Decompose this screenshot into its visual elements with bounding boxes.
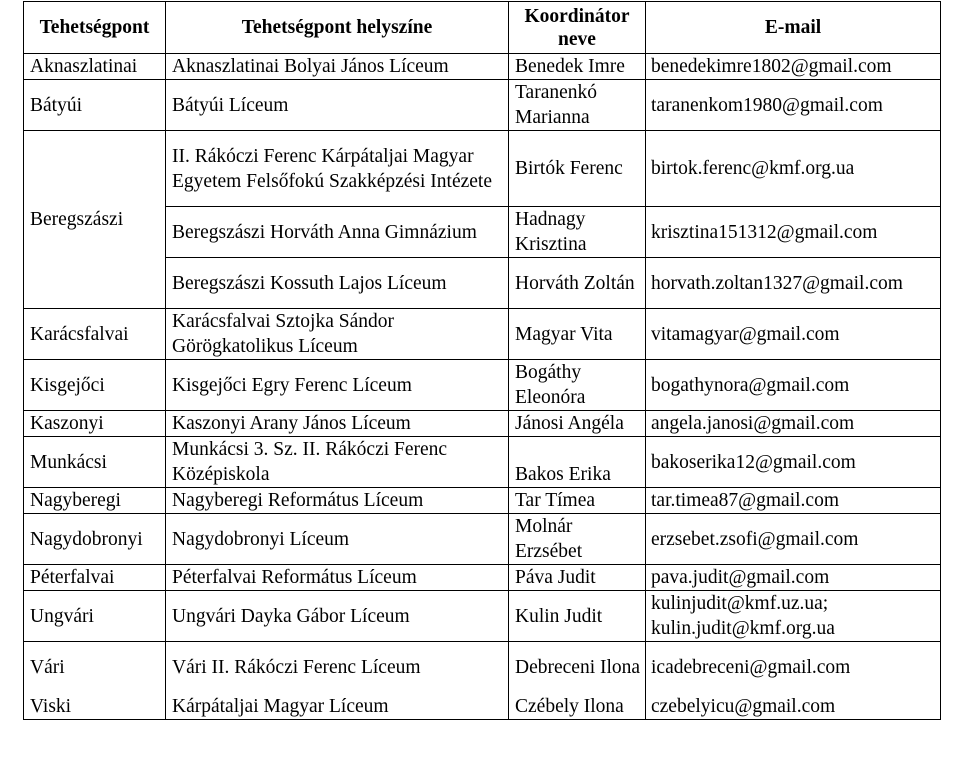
cell-email: icadebreceni@gmail.com: [646, 642, 941, 694]
cell-email: bogathynora@gmail.com: [646, 360, 941, 411]
talent-points-table: [23, 1, 941, 720]
cell-point: Aknaszlatinai: [24, 54, 166, 80]
cell-email: erzsebet.zsofi@gmail.com: [646, 514, 941, 565]
table-row: [24, 360, 941, 411]
cell-point: Kaszonyi: [24, 411, 166, 437]
cell-point: Karácsfalvai: [24, 309, 166, 360]
cell-point: Ungvári: [24, 591, 166, 642]
cell-venue: Aknaszlatinai Bolyai János Líceum: [166, 54, 509, 80]
cell-point: Munkácsi: [24, 437, 166, 488]
table-row: [24, 642, 941, 694]
cell-venue: Karácsfalvai Sztojka Sándor Görögkatolikus Líceum: [166, 309, 509, 360]
cell-email: [646, 591, 941, 642]
cell-point: Péterfalvai: [24, 565, 166, 591]
cell-point: Beregszászi: [24, 131, 166, 309]
cell-venue: Vári II. Rákóczi Ferenc Líceum: [166, 642, 509, 694]
cell-coordinator: Czébely Ilona: [509, 694, 646, 720]
cell-email: benedekimre1802@gmail.com: [646, 54, 941, 80]
cell-point: Nagyberegi: [24, 488, 166, 514]
table-row: [24, 488, 941, 514]
cell-venue: Kaszonyi Arany János Líceum: [166, 411, 509, 437]
cell-venue: Beregszászi Kossuth Lajos Líceum: [166, 258, 509, 309]
cell-point: Kisgejőci: [24, 360, 166, 411]
cell-email: pava.judit@gmail.com: [646, 565, 941, 591]
cell-venue: Ungvári Dayka Gábor Líceum: [166, 591, 509, 642]
cell-venue: Bátyúi Líceum: [166, 80, 509, 131]
cell-coordinator: Birtók Ferenc: [509, 131, 646, 207]
cell-coordinator: Bakos Erika: [509, 437, 646, 488]
cell-email: vitamagyar@gmail.com: [646, 309, 941, 360]
cell-venue: II. Rákóczi Ferenc Kárpátaljai Magyar Egyetem Felsőfokú Szakképzési Intézete: [166, 131, 509, 207]
cell-coordinator: Debreceni Ilona: [509, 642, 646, 694]
cell-email: taranenkom1980@gmail.com: [646, 80, 941, 131]
cell-email: birtok.ferenc@kmf.org.ua: [646, 131, 941, 207]
table-row: [24, 514, 941, 565]
cell-email-line2: kulin.judit@kmf.org.ua: [651, 618, 835, 639]
table-row: [24, 80, 941, 131]
cell-coordinator: Bogáthy Eleonóra: [509, 360, 646, 411]
cell-venue: Nagyberegi Református Líceum: [166, 488, 509, 514]
cell-venue: Kárpátaljai Magyar Líceum: [166, 694, 509, 720]
table-row: [24, 54, 941, 80]
table-row: [24, 411, 941, 437]
cell-coordinator: Jánosi Angéla: [509, 411, 646, 437]
table-row: [24, 694, 941, 720]
cell-email: tar.timea87@gmail.com: [646, 488, 941, 514]
cell-point: Viski: [24, 694, 166, 720]
cell-venue: Munkácsi 3. Sz. II. Rákóczi Ferenc Középiskola: [166, 437, 509, 488]
cell-venue: Beregszászi Horváth Anna Gimnázium: [166, 207, 509, 258]
cell-email: bakoserika12@gmail.com: [646, 437, 941, 488]
cell-email: krisztina151312@gmail.com: [646, 207, 941, 258]
table-row: [24, 309, 941, 360]
table-row: [24, 591, 941, 642]
header-venue: Tehetségpont helyszíne: [166, 2, 509, 54]
cell-coordinator: Páva Judit: [509, 565, 646, 591]
table-row: [24, 131, 941, 207]
cell-point: Nagydobronyi: [24, 514, 166, 565]
cell-email: angela.janosi@gmail.com: [646, 411, 941, 437]
table-header-row: [24, 2, 941, 54]
cell-venue: Péterfalvai Református Líceum: [166, 565, 509, 591]
cell-point: Bátyúi: [24, 80, 166, 131]
cell-coordinator: Molnár Erzsébet: [509, 514, 646, 565]
cell-coordinator: Kulin Judit: [509, 591, 646, 642]
cell-email: horvath.zoltan1327@gmail.com: [646, 258, 941, 309]
header-coordinator: [509, 2, 646, 54]
cell-email: czebelyicu@gmail.com: [646, 694, 941, 720]
cell-email-line1: kulinjudit@kmf.uz.ua;: [651, 593, 829, 614]
cell-coordinator: Magyar Vita: [509, 309, 646, 360]
cell-coordinator: Tar Tímea: [509, 488, 646, 514]
cell-coordinator: Taranenkó Marianna: [509, 80, 646, 131]
table-row: [24, 565, 941, 591]
cell-venue: Kisgejőci Egry Ferenc Líceum: [166, 360, 509, 411]
table-row: [24, 437, 941, 488]
header-talent-point: Tehetségpont: [24, 2, 166, 54]
cell-venue: Nagydobronyi Líceum: [166, 514, 509, 565]
header-coordinator-line2: neve: [558, 28, 596, 50]
cell-coordinator: Horváth Zoltán: [509, 258, 646, 309]
cell-coordinator: Hadnagy Krisztina: [509, 207, 646, 258]
header-coordinator-line1: Koordinátor: [524, 5, 630, 27]
cell-point: Vári: [24, 642, 166, 694]
cell-coordinator: Benedek Imre: [509, 54, 646, 80]
header-email: E-mail: [646, 2, 941, 54]
